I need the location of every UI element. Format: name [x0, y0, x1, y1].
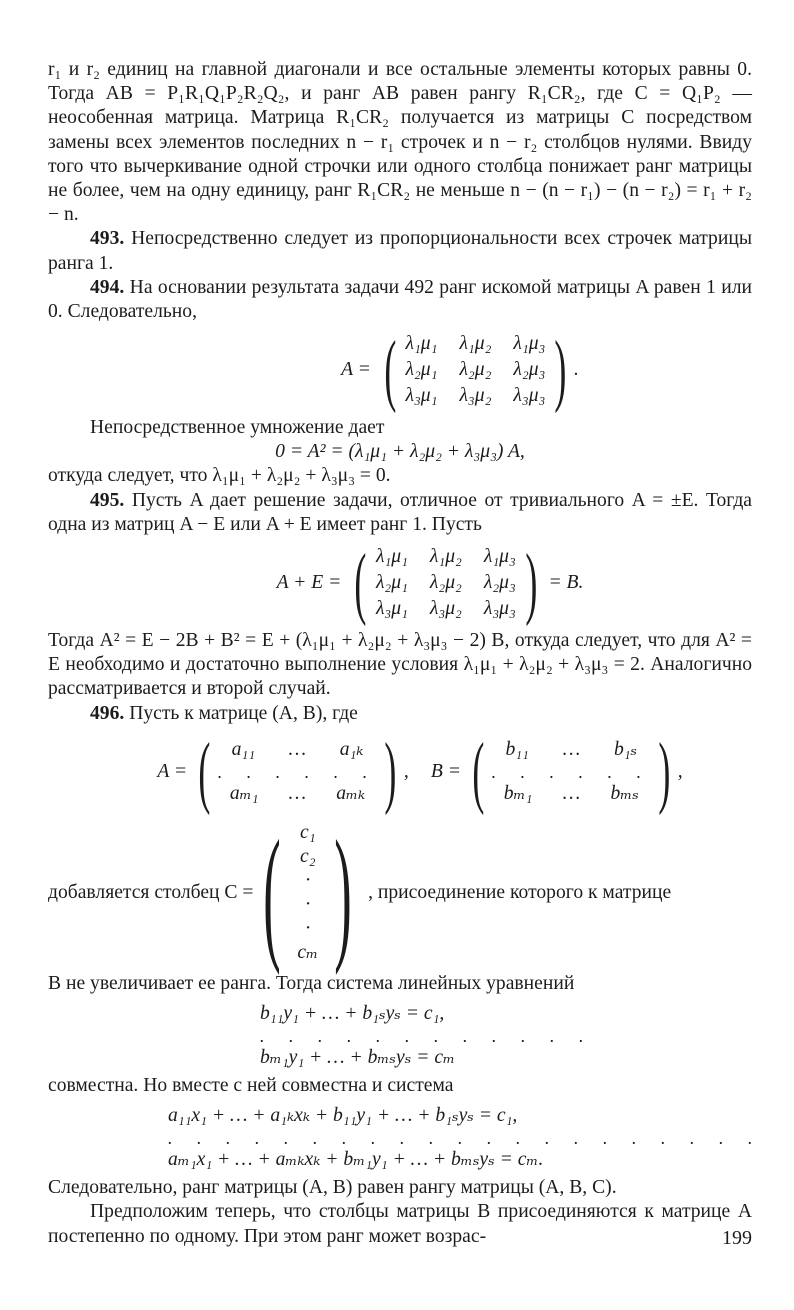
text-b-rank: B не увеличивает ее ранга. Тогда система линейных уравнений [48, 972, 575, 994]
matrix-row [218, 738, 378, 762]
matrix-dots-row: . . . . . . [217, 761, 378, 782]
matrix-cell: λ₃μ₂ [429, 598, 462, 620]
text-hence: Следовательно, ранг матрицы (A, B) равен рангу матрицы (A, B, C). [48, 1177, 617, 1199]
matrix-cell: λ₂μ₃ [483, 572, 516, 594]
matrix-rhs: = B. [548, 572, 584, 594]
right-paren: ) [334, 809, 352, 976]
system-dots-row: . . . . . . . . . . . . [260, 1026, 594, 1047]
matrix-dots-row: . . . . . . [491, 761, 652, 782]
matrix-cell: aₘₖ [336, 782, 366, 804]
left-paren: ( [263, 809, 282, 976]
matrix-cell: λ₁μ₃ [483, 546, 516, 568]
text-suppose: Предположим теперь, что столбцы матрицы B присоединяются к матрице A постепенно по одному. При этом ранг может возрас- [48, 1201, 752, 1247]
equation-multiplication: 0 = A² = (λ₁μ₁ + λ₂μ₂ + λ₃μ₃) A, [275, 441, 525, 463]
matrix-lhs: A = [341, 359, 371, 381]
column-vector-c [297, 821, 318, 965]
paragraph-continuation: r₁ и r₂ единиц на главной диагонали и все остальные элементы которых равны 0. Тогда AB = P₁R₁Q₁P₂R₂Q₂, и ранг AB равен рангу R₁CR₂, где C = Q₁P₂ — неособенная матрица. Матрица R₁CR₂ получается из матрицы C посредством замены всех элементов последних n − r₁ строчек и n − r₂ столбцов нулями. Ввиду того что вычеркивание одной строчки или одного столбца понижает ранг матрицы не более, чем на одну единицу, ранг R₁CR₂ не меньше n − (n − r₁) − (n − r₂) = r₁ + r₂ − n. [48, 59, 752, 226]
matrix-cell: λ₃μ₁ [405, 385, 438, 407]
system-row: bₘ₁y₁ + … + bₘₛyₛ = cₘ [260, 1047, 456, 1069]
matrix-cell: bₘ₁ [503, 782, 533, 804]
page-number: 199 [722, 1227, 752, 1249]
matrix-cell: b₁ₛ [613, 738, 638, 760]
matrix-b [492, 738, 652, 806]
matrix-b-lhs: B = [430, 760, 461, 782]
matrix-cell: λ₁μ₁ [405, 333, 438, 355]
problem-496 [48, 702, 752, 726]
left-paren: ( [472, 727, 485, 816]
column-entry: c₁ [300, 821, 316, 843]
left-paren: ( [354, 539, 367, 628]
problem-text: На основании результата задачи 492 ранг искомой матрицы A равен 1 или 0. Следовательно, [48, 276, 752, 323]
matrices-a-b [88, 727, 752, 816]
text-compatible: совместна. Но вместе с ней совместна и система [48, 1075, 454, 1097]
column-vector-line [48, 809, 752, 976]
matrix-cell: λ₃μ₃ [483, 598, 516, 620]
comma: , [403, 760, 409, 782]
matrix-equation-495 [108, 539, 752, 628]
matrix-lambda-mu [403, 332, 547, 408]
matrix-cell: … [288, 782, 307, 804]
system-row: aₘ₁x₁ + … + aₘₖxₖ + bₘ₁y₁ + … + bₘₛyₛ = cₘ. [168, 1149, 544, 1171]
matrix-cell: λ₂μ₁ [375, 572, 408, 594]
matrix-cell: b₁₁ [505, 738, 529, 760]
right-paren: ) [384, 727, 397, 816]
left-paren: ( [384, 326, 397, 415]
column-entry: · [305, 917, 311, 939]
system-dots-row: . . . . . . . . . . . . . . . . . . . . . [168, 1128, 763, 1149]
matrix-cell: … [562, 738, 581, 760]
matrix-cell: λ₂μ₂ [459, 359, 492, 381]
matrix-rhs: . [573, 359, 579, 381]
left-paren: ( [198, 727, 211, 816]
matrix-a-lhs: A = [157, 760, 188, 782]
matrix-cell: λ₃μ₂ [459, 385, 492, 407]
matrix-row [218, 782, 378, 806]
problem-number: 494. [90, 276, 125, 298]
matrix-row [492, 738, 652, 762]
matrix-cell: λ₁μ₂ [429, 546, 462, 568]
matrix-cell: λ₃μ₃ [513, 385, 546, 407]
problem-494 [48, 276, 752, 324]
column-entry: cₘ [297, 941, 319, 963]
matrix-equation-494 [168, 326, 752, 415]
matrix-b-rhs: , [677, 760, 683, 782]
page-body [48, 58, 763, 1249]
problem-495 [48, 489, 752, 537]
column-entry: · [305, 869, 311, 891]
text-then: Тогда A² = E − 2B + B² = E + (λ₁μ₁ + λ₂μ₂ + λ₃μ₃ − 2) B, откуда следует, что для A² = E необходимо и достаточно выполнение условия λ₁μ₁ + λ₂μ₂ + λ₃μ₃ = 2. Аналогично рассматривается и второй случай. [48, 630, 752, 700]
column-entry: · [305, 893, 311, 915]
right-paren: ) [554, 326, 567, 415]
right-paren: ) [658, 727, 671, 816]
text-multiplication: Непосредственное умножение дает [90, 417, 385, 439]
problem-493 [48, 227, 752, 275]
matrix-cell: λ₂μ₂ [429, 572, 462, 594]
column-entry: c₂ [300, 845, 316, 867]
system-2 [168, 1104, 763, 1172]
matrix-lambda-mu [374, 545, 518, 621]
matrix-lhs: A + E = [276, 572, 342, 594]
matrix-cell: bₘₛ [610, 782, 639, 804]
problem-text: Непосредственно следует из пропорциональности всех строчек матрицы ранга 1. [48, 228, 752, 274]
text-follows: откуда следует, что λ₁μ₁ + λ₂μ₂ + λ₃μ₃ = 0. [48, 465, 391, 487]
matrix-a [218, 738, 378, 806]
matrix-cell: λ₁μ₁ [375, 546, 408, 568]
matrix-cell: λ₁μ₃ [513, 333, 546, 355]
column-text-post: , присоединение которого к матрице [368, 881, 672, 903]
problem-number: 495. [90, 489, 125, 511]
system-1 [260, 1002, 752, 1070]
matrix-cell: … [288, 738, 307, 760]
system-row: a₁₁x₁ + … + a₁ₖxₖ + b₁₁y₁ + … + b₁ₛyₛ = c₁, [168, 1105, 518, 1127]
matrix-cell: λ₂μ₁ [405, 359, 438, 381]
system-row: b₁₁y₁ + … + b₁ₛyₛ = c₁, [260, 1003, 445, 1025]
problem-number: 493. [90, 228, 125, 250]
matrix-cell: … [562, 782, 581, 804]
problem-number: 496. [90, 702, 125, 724]
problem-text: Пусть A дает решение задачи, отличное от тривиального A = ±E. Тогда одна из матриц A − E или A + E имеет ранг 1. Пусть [48, 489, 752, 535]
matrix-cell: a₁₁ [231, 738, 256, 760]
right-paren: ) [525, 539, 538, 628]
column-text-pre: добавляется столбец C = [48, 881, 254, 903]
matrix-cell: λ₂μ₃ [513, 359, 546, 381]
matrix-cell: λ₃μ₁ [375, 598, 408, 620]
matrix-cell: λ₁μ₂ [459, 333, 492, 355]
matrix-cell: a₁ₖ [339, 738, 364, 760]
matrix-cell: aₘ₁ [229, 782, 259, 804]
matrix-row [492, 782, 652, 806]
problem-text: Пусть к матрице (A, B), где [124, 702, 358, 724]
